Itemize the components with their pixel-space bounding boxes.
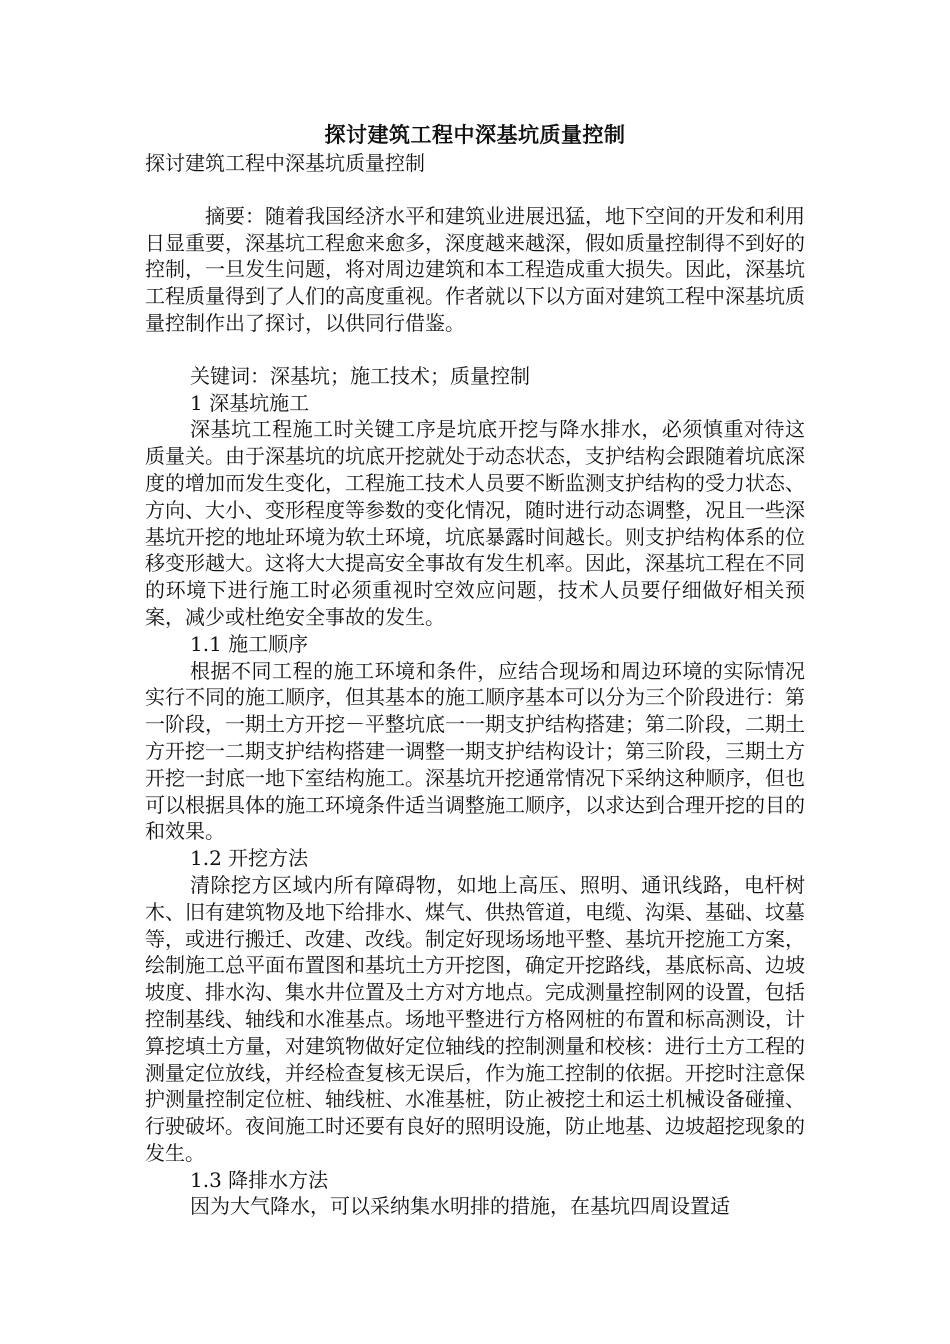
document-subtitle: 探讨建筑工程中深基坑质量控制	[145, 151, 425, 175]
spacer	[145, 177, 805, 203]
section-body-1: 深基坑工程施工时关键工序是坑底开挖与降水排水，必须慎重对待这质量关。由于深基坑的坑底开挖就处于动态状态，支护结构会跟随着坑底深度的增加而发生变化，工程施工技术人员要不断监测支护结构的受力状态、方向、大小、变形程度等参数的变化情况，随时进行动态调整，况且一些深基坑开挖的地址环境为软土环境，坑底暴露时间越长。则支护结构体系的位移变形越大。这将大大提高安全事故有发生机率。因此，深基坑工程在不同的环境下进行施工时必须重视时空效应问题，技术人员要仔细做好相关预案，减少或杜绝安全事故的发生。	[145, 417, 805, 629]
keywords-line: 关键词：深基坑；施工技术；质量控制	[190, 363, 530, 388]
section-heading-1: 1 深基坑施工	[190, 390, 310, 415]
abstract-paragraph: 摘要：随着我国经济水平和建筑业进展迅猛，地下空间的开发和利用日显重要，深基坑工程愈来愈多，深度越来越深，假如质量控制得不到好的控制，一旦发生问题，将对周边建筑和本工程造成重大损失。因此，深基坑工程质量得到了人们的高度重视。作者就以下以方面对建筑工程中深基坑质量控制作出了探讨，以供同行借鉴。	[145, 203, 805, 335]
section-heading-1-3: 1.3 降排水方法	[190, 1167, 329, 1192]
document-content	[145, 120, 805, 1220]
section-heading-1-1: 1.1 施工顺序	[190, 631, 309, 656]
section-body-1-3: 因为大气降水，可以采纳集水明排的措施，在基坑四周设置适	[190, 1194, 730, 1219]
section-heading-1-2: 1.2 开挖方法	[190, 846, 309, 871]
section-body-1-2: 清除挖方区域内所有障碍物，如地上高压、照明、通讯线路，电杆树木、旧有建筑物及地下给排水、煤气、供热管道，电缆、沟渠、基础、坟墓等，或进行搬迁、改建、改线。制定好现场场地平整、基坑开挖施工方案，绘制施工总平面布置图和基坑土方开挖图，确定开挖路线，基底标高、边坡坡度、排水沟、集水井位置及土方对方地点。完成测量控制网的设置，包括控制基线、轴线和水准基点。场地平整进行方格网桩的布置和标高测设，计算挖填土方量，对建筑物做好定位轴线的控制测量和校核：进行土方工程的测量定位放线，并经检查复核无误后，作为施工控制的依据。开挖时注意保护测量控制定位桩、轴线桩、水准基桩，防止被挖土和运土机械设备碰撞、行驶破坏。夜间施工时还要有良好的照明设施，防止地基、边坡超挖现象的发生。	[145, 872, 805, 1165]
section-body-1-1: 根据不同工程的施工环境和条件，应结合现场和周边环境的实际情况实行不同的施工顺序，但其基本的施工顺序基本可以分为三个阶段进行：第一阶段，一期土方开挖－平整坑底一一期支护结构搭建；第二阶段，二期土方开挖一二期支护结构搭建一调整一期支护结构设计；第三阶段，三期土方开挖一封底一地下室结构施工。深基坑开挖通常情况下采纳这种顺序，但也可以根据具体的施工环境条件适当调整施工顺序，以求达到合理开挖的目的和效果。	[145, 658, 805, 844]
document-title: 探讨建筑工程中深基坑质量控制	[324, 122, 626, 147]
spacer	[145, 337, 805, 363]
